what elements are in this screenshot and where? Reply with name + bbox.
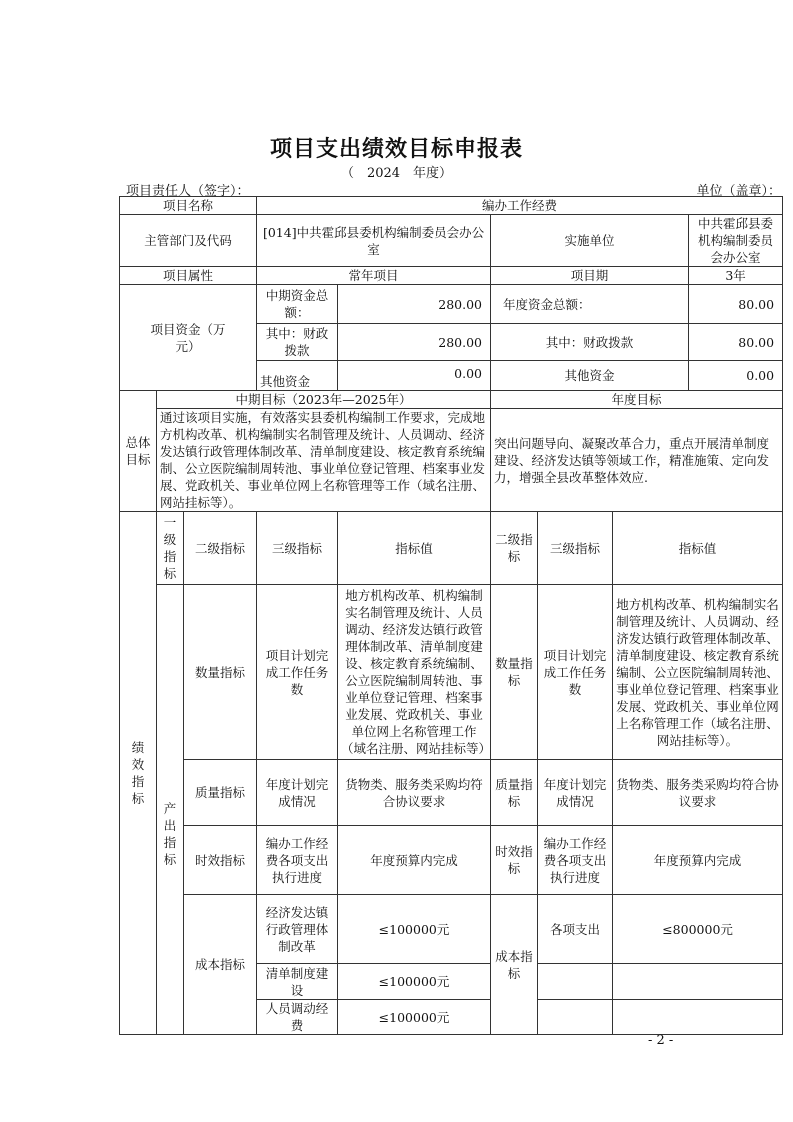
- annual-other-label: 其他资金: [491, 361, 689, 391]
- mid-goal-text: 通过该项目实施，有效落实县委机构编制工作要求，完成地方机构改革、机构编制实名制管理及统计、人员调动、经济发达镇行政管理体制改革、清单制度建设、核定教育系统编制、公立医院编制周转池、事业单位登记管理、档案事业发展、党政机关、事业单位网上名称管理等工作（域名注册、网站挂标等）。: [157, 409, 491, 512]
- unit-seal-label: 单位（盖章）：: [696, 184, 781, 199]
- year-line: （ 2024 年度）: [340, 166, 453, 181]
- department-label: 主管部门及代码: [120, 215, 257, 267]
- funds-label: 项目资金（万元）: [120, 285, 257, 391]
- impl-unit-label: 实施单位: [491, 215, 689, 267]
- mid-other-label: 其他资金: [257, 361, 338, 391]
- cost-l3-right: 各项支出: [538, 895, 613, 964]
- output-indicators-label: 产出指标: [157, 585, 184, 1035]
- quality-value: 货物类、服务类采购均符合协议要求: [338, 760, 491, 826]
- attribute-value: 常年项目: [257, 267, 491, 285]
- annual-fiscal-value: 80.00: [689, 324, 783, 361]
- level2-header: 二级指标: [184, 512, 257, 585]
- cost-value: ≤100000元: [338, 1000, 491, 1035]
- mid-fiscal-label: 其中：财政拨款: [257, 324, 338, 361]
- quantity-value: 地方机构改革、机构编制实名制管理及统计、人员调动、经济发达镇行政管理体制改革、清单制度建设、核定教育系统编制、公立医院编制周转池、事业单位登记管理、档案事业发展、党政机关、事业单位网上名称管理工作（域名注册、网站挂标等）: [338, 585, 491, 760]
- quantity-l3: 项目计划完成工作任务数: [257, 585, 338, 760]
- quantity-l2: 数量指标: [184, 585, 257, 760]
- performance-indicators-label: 绩效指标: [120, 512, 157, 1035]
- timeliness-l2-right: 时效指标: [491, 826, 538, 895]
- mid-total-label: 中期资金总额：: [257, 285, 338, 324]
- quantity-value-right: 地方机构改革、机构编制实名制管理及统计、人员调动、经济发达镇行政管理体制改革、清单制度建设、核定教育系统编制、公立医院编制周转池、事业单位登记管理、档案事业发展、党政机关、事业单位网上名称管理工作（域名注册、网站挂标等）。: [613, 585, 783, 760]
- annual-goal-header: 年度目标: [491, 391, 783, 409]
- value-header: 指标值: [338, 512, 491, 585]
- mid-total-value: 280.00: [338, 285, 491, 324]
- project-name-label: 项目名称: [120, 197, 257, 215]
- value-header-right: 指标值: [613, 512, 783, 585]
- cost-value: ≤100000元: [338, 895, 491, 964]
- level1-header: 一级指标: [157, 512, 184, 585]
- mid-goal-header: 中期目标（2023年—2025年）: [157, 391, 491, 409]
- quantity-l3-right: 项目计划完成工作任务数: [538, 585, 613, 760]
- quality-l3-right: 年度计划完成情况: [538, 760, 613, 826]
- empty-cell: [613, 964, 783, 1000]
- level2-header-right: 二级指标: [491, 512, 538, 585]
- cost-l3: 人员调动经费: [257, 1000, 338, 1035]
- mid-other-value: 0.00: [338, 361, 491, 391]
- quality-l2-right: 质量指标: [491, 760, 538, 826]
- department-value: [014]中共霍邱县委机构编制委员会办公室: [257, 215, 491, 267]
- empty-cell: [538, 1000, 613, 1035]
- page-number: - 2 -: [648, 1033, 674, 1048]
- quality-l3: 年度计划完成情况: [257, 760, 338, 826]
- quantity-l2-right: 数量指标: [491, 585, 538, 760]
- timeliness-l3-right: 编办工作经费各项支出执行进度: [538, 826, 613, 895]
- performance-target-table: [119, 196, 783, 1035]
- project-name-value: 编办工作经费: [257, 197, 783, 215]
- timeliness-l3: 编办工作经费各项支出执行进度: [257, 826, 338, 895]
- level3-header: 三级指标: [257, 512, 338, 585]
- cost-value-right: ≤800000元: [613, 895, 783, 964]
- page-title: 项目支出绩效目标申报表: [269, 137, 523, 162]
- quality-l2: 质量指标: [184, 760, 257, 826]
- annual-total-label: 年度资金总额：: [491, 285, 689, 324]
- period-label: 项目期: [491, 267, 689, 285]
- responsible-signature-label: 项目责任人（签字）：: [126, 184, 250, 199]
- level3-header-right: 三级指标: [538, 512, 613, 585]
- annual-other-value: 0.00: [689, 361, 783, 391]
- mid-fiscal-value: 280.00: [338, 324, 491, 361]
- cost-l2: 成本指标: [184, 895, 257, 1035]
- quality-value-right: 货物类、服务类采购均符合协议要求: [613, 760, 783, 826]
- cost-l3: 清单制度建设: [257, 964, 338, 1000]
- timeliness-l2: 时效指标: [184, 826, 257, 895]
- annual-total-value: 80.00: [689, 285, 783, 324]
- annual-goal-text: 突出问题导向、凝聚改革合力，重点开展清单制度建设、经济发达镇等领域工作，精准施策、定向发力，增强全县改革整体效应.: [491, 409, 783, 512]
- empty-cell: [538, 964, 613, 1000]
- overall-goals-label: 总体目标: [120, 391, 157, 512]
- impl-unit-value: 中共霍邱县委机构编制委员会办公室: [689, 215, 783, 267]
- annual-fiscal-label: 其中：财政拨款: [491, 324, 689, 361]
- cost-value: ≤100000元: [338, 964, 491, 1000]
- cost-l3: 经济发达镇行政管理体制改革: [257, 895, 338, 964]
- attribute-label: 项目属性: [120, 267, 257, 285]
- cost-l2-right: 成本指标: [491, 895, 538, 1035]
- period-value: 3年: [689, 267, 783, 285]
- timeliness-value-right: 年度预算内完成: [613, 826, 783, 895]
- timeliness-value: 年度预算内完成: [338, 826, 491, 895]
- empty-cell: [613, 1000, 783, 1035]
